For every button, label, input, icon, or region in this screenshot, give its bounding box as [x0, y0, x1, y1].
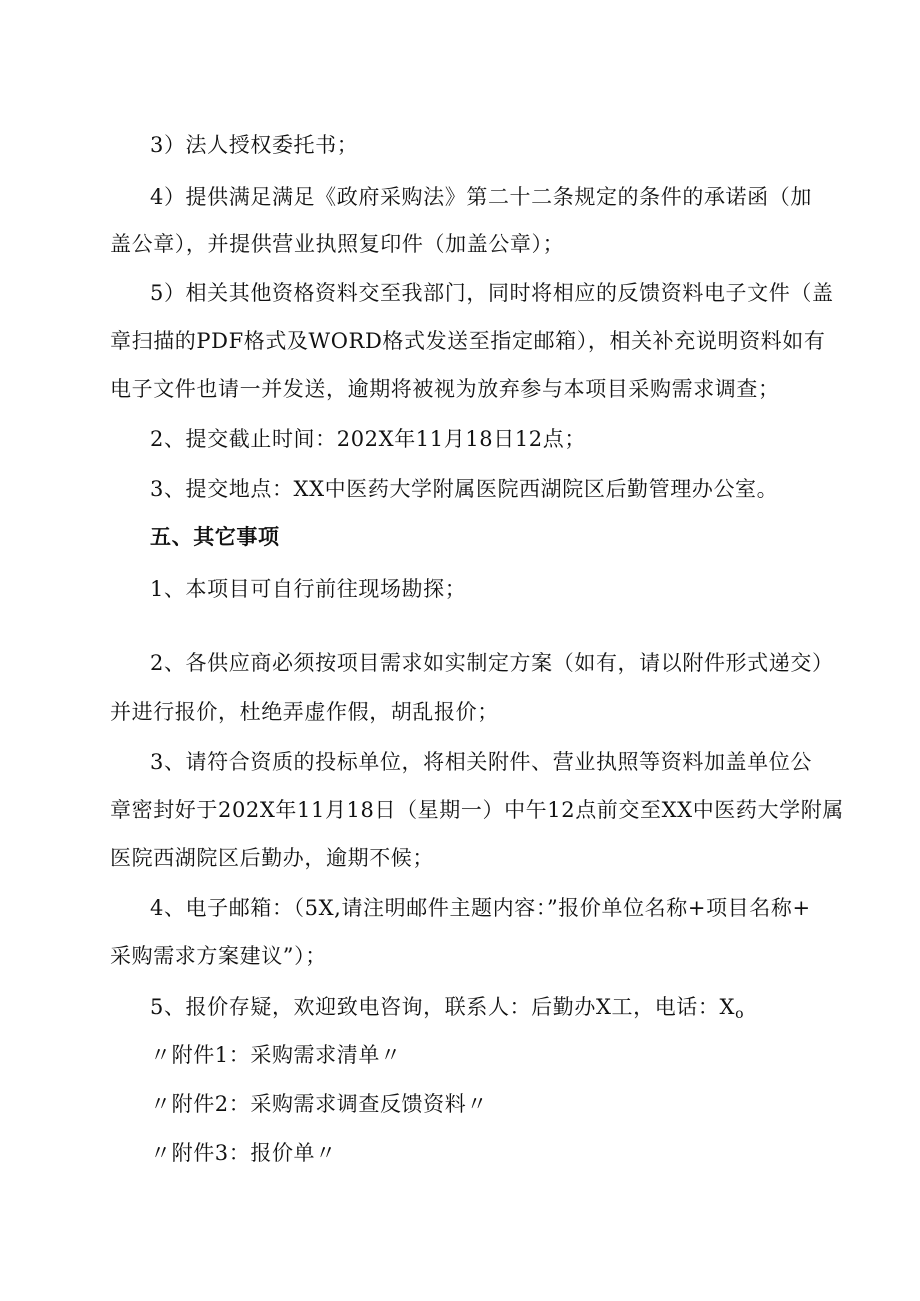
- other-item-5-text: 5、报价存疑，欢迎致电咨询，联系人：后勤办X工，电话：X: [150, 995, 736, 1019]
- other-item-4-line-2: 采购需求方案建议”）；: [110, 944, 327, 968]
- other-item-4-line-1: 4、电子邮箱：（5X,请注明邮件主题内容：”报价单位名称+项目名称+: [150, 896, 811, 920]
- attachment-3: 〃附件3：报价单〃: [150, 1141, 337, 1165]
- other-item-3-line-2: 章密封好于202X年11月18日（星期一）中午12点前交至XX中医药大学附属: [110, 798, 844, 822]
- item-5-line-2: 章扫描的PDF格式及WORD格式发送至指定邮箱），相关补充说明资料如有: [110, 329, 826, 353]
- other-item-2-line-1: 2、各供应商必须按项目需求如实制定方案（如有，请以附件形式递交）: [150, 651, 834, 675]
- section-5-heading: 五、其它事项: [150, 524, 280, 549]
- submission-deadline: 2、提交截止时间：202X年11月18日12点；: [150, 427, 586, 451]
- other-item-5-suffix: o: [735, 1006, 745, 1022]
- item-4-line-1: 4）提供满足满足《政府采购法》第二十二条规定的条件的承诺函（加: [150, 185, 812, 209]
- attachment-1: 〃附件1：采购需求清单〃: [150, 1043, 402, 1067]
- item-5-line-1: 5）相关其他资格资料交至我部门，同时将相应的反馈资料电子文件（盖: [150, 281, 834, 305]
- other-item-2-line-2: 并进行报价，杜绝弄虚作假，胡乱报价；: [110, 700, 499, 724]
- item-3-authorization: 3）法人授权委托书；: [150, 133, 359, 157]
- submission-location: 3、提交地点：XX中医药大学附属医院西湖院区后勤管理办公室。: [150, 477, 779, 501]
- item-5-line-3: 电子文件也请一并发送，逾期将被视为放弃参与本项目采购需求调查；: [110, 377, 780, 401]
- other-item-1: 1、本项目可自行前往现场勘探；: [150, 577, 467, 601]
- other-item-3-line-3: 医院西湖院区后勤办，逾期不候；: [110, 846, 434, 870]
- attachment-2: 〃附件2：采购需求调查反馈资料〃: [150, 1092, 488, 1116]
- other-item-5: [150, 992, 744, 1029]
- other-item-3-line-1: 3、请符合资质的投标单位，将相关附件、营业执照等资料加盖单位公: [150, 750, 812, 774]
- item-4-line-2: 盖公章），并提供营业执照复印件（加盖公章）；: [110, 232, 565, 256]
